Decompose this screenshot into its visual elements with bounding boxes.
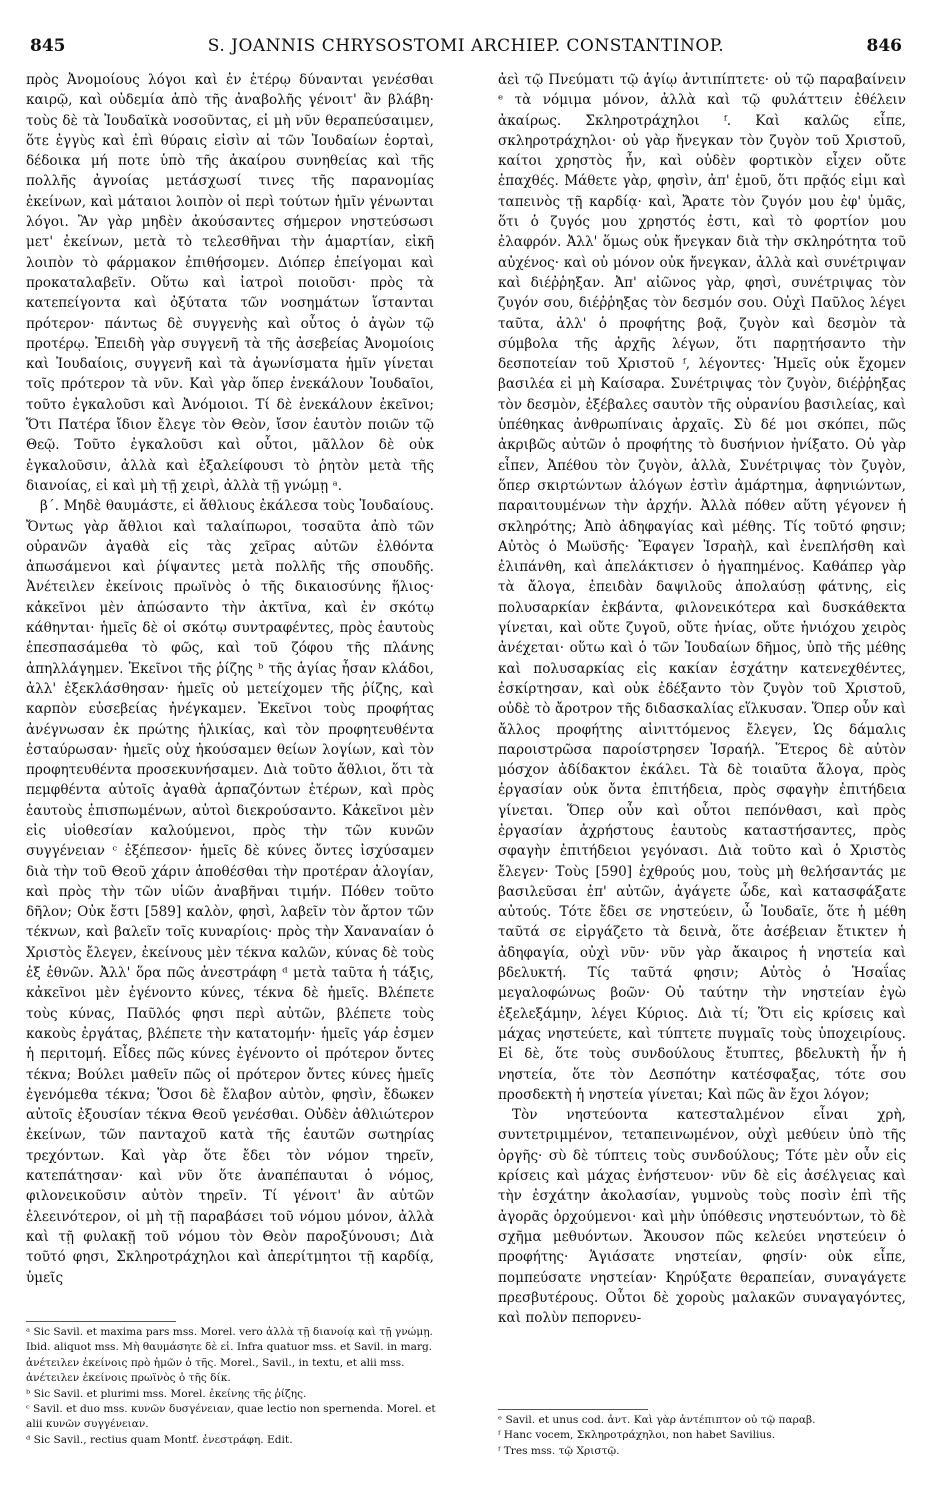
footnote: ᵃ Sic Savil. et maxima pars mss. Morel. vero ἀλλὰ τῇ διανοίᾳ καὶ τῇ γνώμῃ. Ibid. aliquot mss. Μὴ θαυμάσητε δὲ εἰ. Infra quatuor mss. et Savil. in marg. ἀνέτειλεν ἐκείνοις πρὸ ἡμῶν ὁ τῆς. Morel., Savil., in textu, et alii mss. ἀνέτειλεν ἐκείνοις πρωϊνὸς ὁ τῆς δίκ. (26, 1326, 433, 1385)
paragraph: ἀεὶ τῷ Πνεύματι τῷ ἁγίῳ ἀντιπίπτετε· οὐ τῷ παραβαίνειν ᵉ τὰ νόμιμα μόνον, ἀλλὰ καὶ τῷ φυλάττειν ἐθέλειν ἀκαίρως. Σκληροτράχηλοι ᶠ. Καὶ καλῶς εἶπε, σκληροτράχηλοι· οὐ γὰρ ἤνεγκαν τὸν ζυγὸν τοῦ Χριστοῦ, καίτοι χρηστὸς ἦν, καὶ οὐδὲν φορτικὸν εἶχεν οὔτε ἐπαχθές. Μάθετε γὰρ, φησὶν, ἀπ' ἐμοῦ, ὅτι πρᾷός εἰμι καὶ ταπεινὸς τῇ καρδίᾳ· καὶ, Ἄρατε τὸν ζυγόν μου ἐφ' ὑμᾶς, ὅτι ὁ ζυγός μου χρηστός ἐστι, καὶ τὸ φορτίον μου ἐλαφρόν. Ἀλλ' ὅμως οὐκ ἤνεγκαν διὰ τὴν σκληρότητα τοῦ αὐχένος· καὶ οὐ μόνον οὐκ ἤνεγκαν, ἀλλὰ καὶ συνέτριψαν καὶ διέῤῥηξαν. Ἀπ' αἰῶνος γὰρ, φησὶ, συνέτριψας τὸν ζυγόν σου, διέῤῥηξας τὸν δεσμόν σου. Οὐχὶ Παῦλος λέγει ταῦτα, ἀλλ' ὁ προφήτης βοᾷ, ζυγὸν καὶ δεσμὸν τὰ σύμβολα τῆς ἀρχῆς λέγων, ὅτι παρῃτήσαντο τὴν δεσποτείαν τοῦ Χριστοῦ ᶠ, λέγοντες· Ἡμεῖς οὐκ ἔχομεν βασιλέα εἰ μὴ Καίσαρα. Συνέτριψας τὸν ζυγὸν, διέῤῥηξας τὸν δεσμὸν, ἐξέβαλες σαυτὸν τῆς οὐρανίου βασιλείας, καὶ ὑπέθηκας ἀνθρωπίναις ἀρχαῖς. Σὺ δέ μοι σκόπει, πῶς ἀκριβῶς αὐτῶν ὁ προφήτης τὸ δυσήνιον ἠνίξατο. Οὐ γὰρ εἶπεν, Ἀπέθου τὸν ζυγὸν, ἀλλὰ, Συνέτριψας τὸν ζυγὸν, ὅπερ σκιρτώντων ἀλόγων ἐστὶν ἁμάρτημα, ἀφηνιώντων, παραιτουμένων τὴν ἀρχήν. Ἀλλὰ πόθεν αὕτη γέγονεν ἡ σκληρότης; Ἀπὸ ἀδηφαγίας καὶ μέθης. Τίς τοῦτό φησιν; Αὐτὸς ὁ Μωϋσῆς· Ἔφαγεν Ἰσραὴλ, καὶ ἐνεπλήσθη καὶ ἐλιπάνθη, καὶ ἀπελάκτισεν ὁ ἠγαπημένος. Καθάπερ γὰρ τὰ ἄλογα, ἐπειδὰν δαψιλοῦς ἀπολαύσῃ φάτνης, εἰς πολυσαρκίαν ἐκβάντα, φιλονεικότερα καὶ δυσκάθεκτα γίνεται, καὶ οὔτε ζυγοῦ, οὔτε ἡνίας, οὔτε ἡνιόχου χειρὸς ἀνέχεται· οὕτω καὶ ὁ τῶν Ἰουδαίων δῆμος, ὑπὸ τῆς μέθης καὶ πολυσαρκίας εἰς κακίαν ἐσχάτην κατενεχθέντες, ἐσκίρτησαν, καὶ οὐκ ἐδέξαντο τὸν ζυγὸν τοῦ Χριστοῦ, οὐδὲ τὸ ἄροτρον τῆς διδασκαλίας εἵλκυσαν. Ὅπερ οὖν καὶ ἄλλος προφήτης αἰνιττόμενος ἔλεγεν, Ὡς δάμαλις παροιστρῶσα παροίστρησεν Ἰσραήλ. Ἕτερος δὲ αὐτὸν μόσχον ἀδίδακτον ἐκάλει. Τὰ δὲ τοιαῦτα ἄλογα, πρὸς ἐργασίαν οὐκ ὄντα ἐπιτήδεια, πρὸς σφαγὴν ἐπιτήδεια γίνεται. Ὅπερ οὖν καὶ οὗτοι πεπόνθασι, καὶ πρὸς ἐργασίαν ἀχρήστους ἑαυτοὺς καταστήσαντες, πρὸς σφαγὴν ἐπιτήδειοι γεγόνασι. Διὰ τοῦτο καὶ ὁ Χριστὸς ἔλεγεν· Τοὺς [590] ἐχθρούς μου, τοὺς μὴ θελήσαντάς με βασιλεῦσαι ἐπ' αὐτῶν, ἀγάγετε ὧδε, καὶ κατασφάξατε αὐτούς. Τότε ἔδει σε νηστεύειν, ὦ Ἰουδαῖε, ὅτε ἡ μέθη ταῦτά σε εἰργάζετο τὰ δεινὰ, ὅτε ἀσέβειαν ἔτικτεν ἡ ἀδηφαγία, οὐχὶ νῦν· νῦν γὰρ ἄκαιρος ἡ νηστεία καὶ βδελυκτή. Τίς ταῦτά φησιν; Αὐτὸς ὁ Ἡσαΐας μεγαλοφώνως βοῶν· Οὐ ταύτην τὴν νηστείαν ἐγὼ ἐξελεξάμην, λέγει Κύριος. Διὰ τί; Ὅτι εἰς κρίσεις καὶ μάχας νηστεύετε, καὶ τύπτετε πυγμαῖς τοὺς ὑποχειρίους. Εἰ δὲ, ὅτε τοὺς συνδούλους ἔτυπτες, βδελυκτὴ ἦν ἡ νηστεία, ὅτε τὸν Δεσπότην κατέσφαξας, τότε σου προσδεκτὴ ἡ νηστεία γίνεται; Καὶ πῶς ἂν ἔχοι λόγον; (498, 72, 906, 1103)
footnote: ᵉ Savil. et unus cod. ἀντ. Καὶ γὰρ ἀντέπιπτον οὐ τῷ παραβ. (498, 1414, 816, 1426)
footnote: ᶠ Hanc vocem, Σκληροτράχηλοι, non habet Savilius. (498, 1429, 776, 1442)
paragraph: πρὸς Ἀνομοίους λόγοι καὶ ἐν ἑτέρῳ δύνανται γενέσθαι καιρῷ, καὶ οὐδεμία ἀπὸ τῆς ἀναβολῆς γένοιτ' ἂν βλάβη· τοὺς δὲ τὰ Ἰουδαϊκὰ νοσοῦντας, εἰ μὴ νῦν θεραπεύσαιμεν, ὅτε ἐγγὺς καὶ ἐπὶ θύραις εἰσὶν αἱ τῶν Ἰουδαίων ἑορταὶ, δέδοικα μή ποτε ὑπὸ τῆς ἀκαίρου συνηθείας καὶ τῆς πολλῆς ἀγνοίας μετάσχωσί τινες τῆς παρανομίας ἐκείνων, καὶ μάταιοι λοιπὸν οἱ περὶ τούτων ἡμῖν γένωνται λόγοι. Ἂν γὰρ μηδὲν ἀκούσαντες σήμερον νηστεύσωσι μετ' ἐκείνων, μετὰ τὸ τελεσθῆναι τὴν ἁμαρτίαν, εἰκῆ λοιπὸν τὸ φάρμακον ἐπιθήσομεν. Διόπερ ἐπείγομαι καὶ προκαταλαβεῖν. Οὕτω καὶ ἰατροὶ ποιοῦσι· πρὸς τὰ κατεπείγοντα καὶ ὀξύτατα τῶν νοσημάτων ἵστανται πρότερον· πάντως δὲ συγγενὴς καὶ οὗτος ὁ ἀγὼν τῷ προτέρῳ. Ἐπειδὴ γὰρ συγγενῆ τὰ τῆς ἀσεβείας Ἀνομοίοις καὶ Ἰουδαίοις, συγγενῆ καὶ τὰ ἀγωνίσματα ἡμῖν γίνεται τοῖς πρότερον τὰ νῦν. Καὶ γὰρ ὅπερ ἐνεκάλουν Ἰουδαῖοι, τοῦτο ἐγκαλοῦσι καὶ Ἀνόμοιοι. Τί δὲ ἐνεκάλουν ἐκεῖνοι; Ὅτι Πατέρα ἴδιον ἔλεγε τὸν Θεὸν, ἴσον ἑαυτὸν ποιῶν τῷ Θεῷ. Τοῦτο ἐγκαλοῦσι καὶ οὗτοι, μᾶλλον δὲ οὐκ ἐγκαλοῦσιν, ἀλλὰ καὶ ἐξαλείφουσι τὸ ῥητὸν μετὰ τῆς διανοίας, εἰ καὶ μὴ τῇ χειρὶ, ἀλλὰ τῇ γνώμῃ ᵃ. (26, 72, 434, 494)
footnote-rule (26, 1321, 176, 1322)
footnote: ᵈ Sic Savil., rectius quam Montf. ἐνεστράφη. Edit. (26, 1433, 293, 1446)
footnote-rule (498, 1409, 648, 1410)
footnotes-left (26, 1325, 436, 1448)
page-header (30, 36, 902, 60)
footnote: ᵇ Sic Savil. et plurimi mss. Morel. ἐκείνης τῆς ῥίζης. (26, 1387, 307, 1400)
paragraph: Τὸν νηστεύοντα κατεσταλμένον εἶναι χρὴ, συντετριμμένον, τεταπεινωμένον, οὐχὶ μεθύειν ὑπὸ τῆς ὀργῆς· σὺ δὲ τύπτεις τοὺς συνδούλους; Τότε μὲν οὖν εἰς κρίσεις καὶ μάχας ἐνήστευον· νῦν δὲ εἰς ἀσέλγειας καὶ τὴν ἐσχάτην ἀκολασίαν, γυμνοὺς τοὺς ποσὶν ἐπὶ τῆς ἀγορᾶς ὀρχούμενοι· καὶ μὴν ὑπόθεσις νηστευόντων, τὸ δὲ σχῆμα μεθυόντων. Ἄκουσον πῶς κελεύει νηστεύειν ὁ προφήτης· Ἁγιάσατε νηστείαν, φησίν· οὐκ εἶπε, πομπεύσατε νηστείαν· Κηρύξατε θεραπείαν, συναγάγετε πρεσβυτέρους. Οὗτοι δὲ χοροὺς μαλακῶν συναγαγόντες, καὶ πολὺν πεπορνευ- (498, 1107, 906, 1327)
footnotes-right (498, 1413, 908, 1459)
paragraph: β΄. Μηδὲ θαυμάστε, εἰ ἄθλιους ἐκάλεσα τοὺς Ἰουδαίους. Ὄντως γὰρ ἄθλιοι καὶ ταλαίπωροι, τοσαῦτα ἀπὸ τῶν οὐρανῶν ἀγαθὰ εἰς τὰς χεῖρας αὐτῶν ἐλθόντα ἀπωσάμενοι καὶ ῥίψαντες μετὰ πολλῆς τῆς σπουδῆς. Ἀνέτειλεν ἐκείνοις πρωϊνὸς ὁ τῆς δικαιοσύνης ἥλιος· κἀκεῖνοι μὲν ἀπώσαντο τὴν ἀκτῖνα, καὶ ἐν σκότῳ κάθηνται· ἡμεῖς δὲ οἱ σκότῳ συντραφέντες, πρὸς ἑαυτοὺς ἐπεσπασάμεθα τὸ φῶς, καὶ τοῦ ζόφου τῆς πλάνης ἀπηλλάγημεν. Ἐκεῖνοι τῆς ῥίζης ᵇ τῆς ἁγίας ἦσαν κλάδοι, ἀλλ' ἐξεκλάσθησαν· ἡμεῖς οὐ μετείχομεν τῆς ῥίζης, καὶ καρπὸν εὐσεβείας ἠνέγκαμεν. Ἐκεῖνοι τοὺς προφήτας ἀνέγνωσαν ἐκ πρώτης ἡλικίας, καὶ τὸν προφητευθέντα ἐσταύρωσαν· ἡμεῖς οὐχ ἠκούσαμεν θείων λογίων, καὶ τὸν προφητευθέντα προσεκυνήσαμεν. Διὰ τοῦτο ἄθλιοι, ὅτι τὰ πεμφθέντα αὐτοῖς ἀγαθὰ ἁρπαζόντων ἑτέρων, καὶ πρὸς ἑαυτοὺς ἐπισπωμένων, αὐτοὶ διεκρούσαντο. Κἀκεῖνοι μὲν εἰς υἱοθεσίαν καλούμενοι, πρὸς τὴν τῶν κυνῶν συγγένειαν ᶜ ἐξέπεσον· ἡμεῖς δὲ κύνες ὄντες ἰσχύσαμεν διὰ τὴν τοῦ Θεοῦ χάριν ἀποθέσθαι τὴν προτέραν ἀλογίαν, καὶ πρὸς τὴν τῶν υἱῶν ἀναβῆναι τιμήν. Πόθεν τοῦτο δῆλον; Οὐκ ἔστι [589] καλὸν, φησὶ, λαβεῖν τὸν ἄρτον τῶν τέκνων, καὶ βαλεῖν τοῖς κυναρίοις· πρὸς τὴν Χαναναίαν ὁ Χριστὸς ἔλεγεν, ἐκείνους μὲν τέκνα καλῶν, κύνας δὲ τοὺς ἐξ ἐθνῶν. Ἀλλ' ὅρα πῶς ἀνεστράφη ᵈ μετὰ ταῦτα ἡ τάξις, κἀκεῖνοι μὲν ἐγένοντο κύνες, τέκνα δὲ ἡμεῖς. Βλέπετε τοὺς κύνας, Παῦλός φησι περὶ αὐτῶν, βλέπετε τοὺς κακοὺς ἐργάτας, βλέπετε τὴν κατατομήν· ἡμεῖς γάρ ἐσμεν ἡ περιτομή. Εἶδες πῶς κύνες ἐγένοντο οἱ πρότερον ὄντες τέκνα; Βούλει μαθεῖν πῶς οἱ πρότερον ὄντες κύνες ἡμεῖς ἐγενόμεθα τέκνα; Ὅσοι δὲ ἔλαβον αὐτὸν, φησὶν, ἔδωκεν αὐτοῖς ἐξουσίαν τέκνα Θεοῦ γενέσθαι. Οὐδὲν ἀθλιώτερον ἐκείνων, τῶν πανταχοῦ κατὰ τῆς ἑαυτῶν σωτηρίας τρεχόντων. Καὶ γὰρ ὅτε ἔδει τὸν νόμον τηρεῖν, κατεπάτησαν· καὶ νῦν ὅτε ἀναπέπαυται ὁ νόμος, φιλονεικοῦσιν αὐτὸν τηρεῖν. Τί γένοιτ' ἂν αὐτῶν ἐλεεινότερον, οἱ μὴ τῇ παραβάσει τοῦ νόμου μόνον, ἀλλὰ καὶ τῇ φυλακῇ τοῦ νόμου τὸν Θεὸν παροξύνουσι; Διὰ τοῦτό φησι, Σκληροτράχηλοι καὶ ἀπερίτμητοι τῇ καρδίᾳ, ὑμεῖς (26, 498, 434, 1286)
page-number-left: 845 (30, 36, 66, 56)
running-title: S. JOANNIS CHRYSOSTOMI ARCHIEP. CONSTANTINOP. (207, 36, 725, 56)
footnote: ᶜ Savil. et duo mss. κυνῶν δυσγένειαν, quae lectio non spernenda. Morel. et alii κυνῶν συγγένειαν. (26, 1403, 436, 1431)
right-column (498, 70, 906, 1328)
footnote: ᶠ Tres mss. τῷ Χριστῷ. (498, 1444, 620, 1457)
page-number-right: 846 (866, 36, 902, 56)
left-column (26, 70, 434, 1288)
